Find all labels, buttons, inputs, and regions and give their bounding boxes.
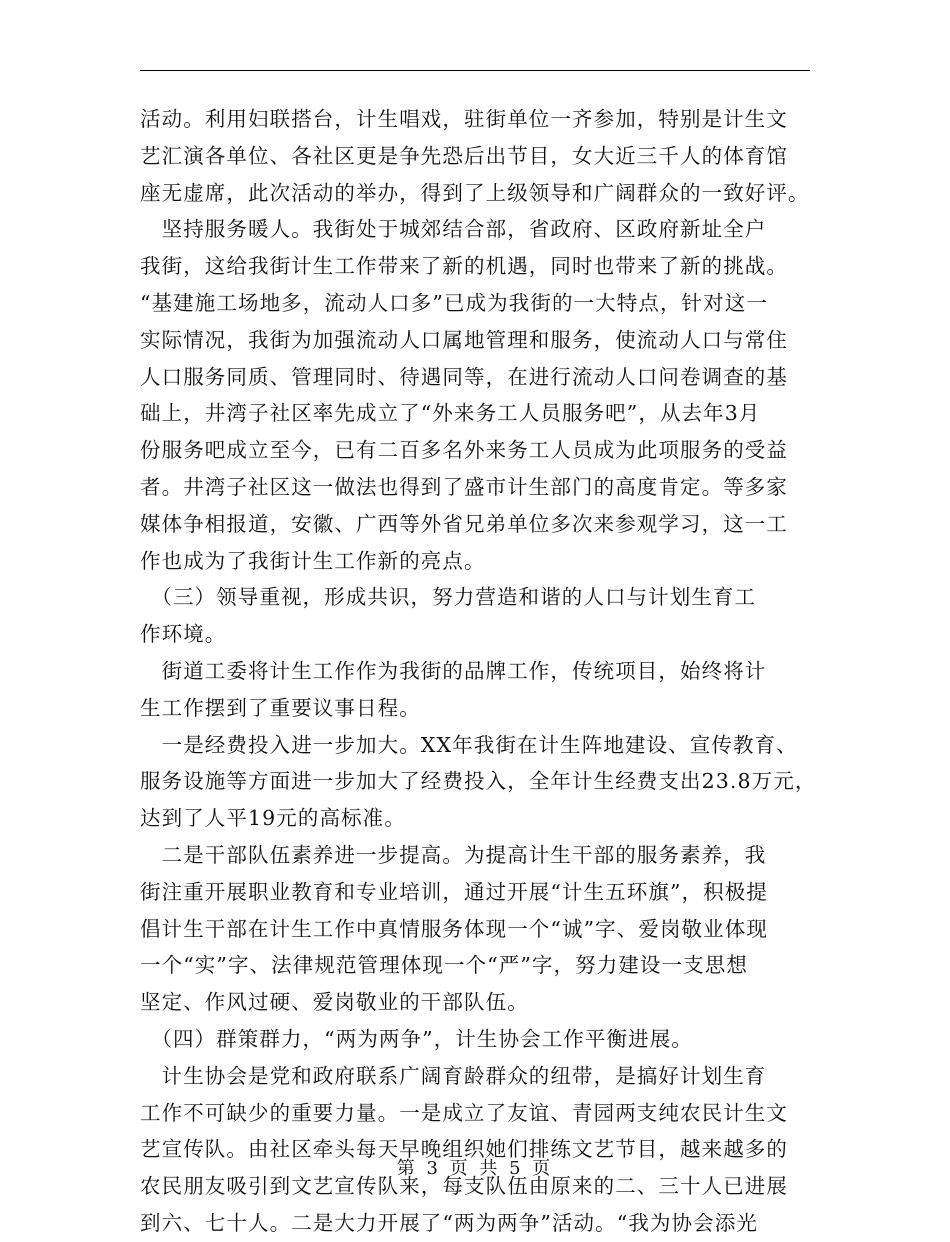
- text-line: 工作不可缺少的重要力量。一是成立了友谊、青园两支纯农民计生文: [140, 1100, 788, 1125]
- text-line: 一个“实”字、法律规范管理体现一个“严”字，努力建设一支思想: [140, 953, 748, 978]
- text-line: 活动。利用妇联搭台，计生唱戏，驻街单位一齐参加，特别是计生文: [140, 107, 788, 131]
- text-line: 二是干部队伍素养进一步提高。为提高计生干部的服务素养，我: [140, 842, 767, 867]
- text-line: 媒体争相报道，安徽、广西等外省兄弟单位多次来参观学习，这一工: [140, 511, 788, 536]
- text-line: 我街，这给我街计生工作带来了新的机遇，同时也带来了新的挑战。: [140, 254, 788, 279]
- text-line: 服务设施等方面进一步加大了经费投入，全年计生经费支出23.8万元，: [140, 769, 817, 794]
- text-line: 者。井湾子社区这一做法也得到了盛市计生部门的高度肯定。等多家: [140, 474, 788, 499]
- document-body: [140, 101, 820, 1242]
- text-line: 作也成为了我街计生工作新的亮点。: [140, 548, 486, 573]
- section-heading: （四）群策群力，“两为两争”，计生协会工作平衡进展。: [140, 1026, 693, 1051]
- text-line: 实际情况，我街为加强流动人口属地管理和服务，使流动人口与常住: [140, 327, 788, 352]
- text-line: 街注重开展职业教育和专业培训，通过开展“计生五环旗”，积极提: [140, 879, 768, 904]
- text-line: 坚定、作风过硬、爱岗敬业的干部队伍。: [140, 990, 529, 1015]
- text-line: 达到了人平19元的高标准。: [140, 806, 406, 831]
- text-line: 农民朋友吸引到文艺宣传队来，每支队伍由原来的二、三十人已进展: [140, 1174, 788, 1199]
- text-line: 生工作摆到了重要议事日程。: [140, 695, 421, 720]
- text-line: 计生协会是党和政府联系广阔育龄群众的纽带，是搞好计划生育: [140, 1063, 767, 1088]
- header-rule: [140, 70, 810, 71]
- section-heading: （三）领导重视，形成共识，努力营造和谐的人口与计划生育工: [140, 585, 757, 610]
- text-line: 坚持服务暖人。我街处于城郊结合部，省政府、区政府新址全户: [140, 217, 767, 242]
- text-line: 艺宣传队。由社区牵头每天早晚组织她们排练文艺节目，越来越多的: [140, 1137, 788, 1162]
- text-line: 街道工委将计生工作作为我街的品牌工作，传统项目，始终将计: [140, 658, 767, 683]
- section-heading: 作环境。: [140, 622, 227, 647]
- text-line: 一是经费投入进一步加大。XX年我街在计生阵地建设、宣传教育、: [140, 732, 798, 757]
- text-line: 础上，井湾子社区率先成立了“外来务工人员服务吧”，从去年3月: [140, 401, 761, 426]
- page-footer: 第 3 页 共 5 页: [396, 1158, 554, 1179]
- text-line: 到六、七十人。二是大力开展了“两为两争”活动。“我为协会添光: [140, 1210, 758, 1235]
- text-line: “基建施工场地多，流动人口多”已成为我街的一大特点，针对这一: [140, 290, 768, 315]
- text-line: 座无虚席，此次活动的举办，得到了上级领导和广阔群众的一致好评。: [140, 180, 810, 205]
- text-line: 人口服务同质、管理同时、待遇同等，在进行流动人口问卷调查的基: [140, 364, 788, 389]
- text-line: 艺汇演各单位、各社区更是争先恐后出节目，女大近三千人的体育馆: [140, 143, 788, 168]
- text-line: 份服务吧成立至今，已有二百多名外来务工人员成为此项服务的受益: [140, 438, 788, 463]
- text-line: 倡计生干部在计生工作中真情服务体现一个“诚”字、爱岗敬业体现: [140, 916, 768, 941]
